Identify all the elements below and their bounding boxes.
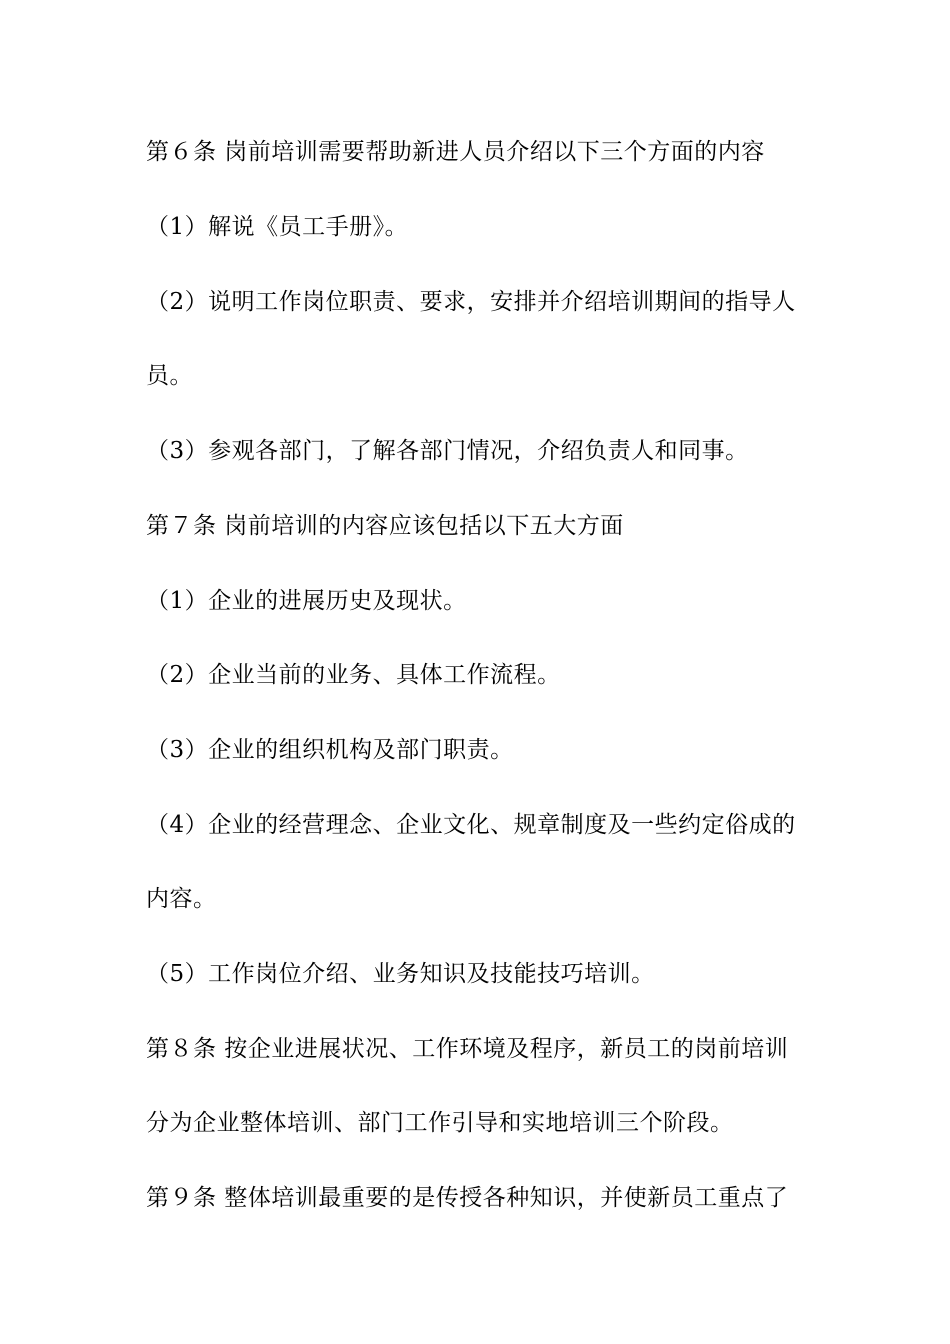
article-9-paragraph: 第９条 整体培训最重要的是传授各种知识，并使新员工重点了: [146, 1185, 789, 1211]
article-6-item-3: （3）参观各部门，了解各部门情况，介绍负责人和同事。: [146, 438, 749, 464]
article-6-item-2-continued: 员。: [146, 363, 193, 389]
article-7-item-2: （2）企业当前的业务、具体工作流程。: [146, 662, 561, 688]
article-7-item-4: （4）企业的经营理念、企业文化、规章制度及一些约定俗成的: [146, 812, 796, 838]
article-8-paragraph-continued: 分为企业整体培训、部门工作引导和实地培训三个阶段。: [146, 1110, 734, 1136]
article-6-item-2: （2）说明工作岗位职责、要求，安排并介绍培训期间的指导人: [146, 289, 796, 315]
article-8-paragraph: 第８条 按企业进展状况、工作环境及程序，新员工的岗前培训: [146, 1036, 789, 1062]
article-6-item-1: （1）解说《员工手册》。: [146, 214, 409, 240]
article-7-item-3: （3）企业的组织机构及部门职责。: [146, 737, 514, 763]
article-7-item-4-continued: 内容。: [146, 886, 217, 912]
article-7-item-5: （5）工作岗位介绍、业务知识及技能技巧培训。: [146, 961, 655, 987]
article-7-item-1: （1）企业的进展历史及现状。: [146, 588, 467, 614]
article-7-heading: 第７条 岗前培训的内容应该包括以下五大方面: [146, 513, 624, 539]
article-6-heading: 第６条 岗前培训需要帮助新进人员介绍以下三个方面的内容: [146, 139, 765, 165]
